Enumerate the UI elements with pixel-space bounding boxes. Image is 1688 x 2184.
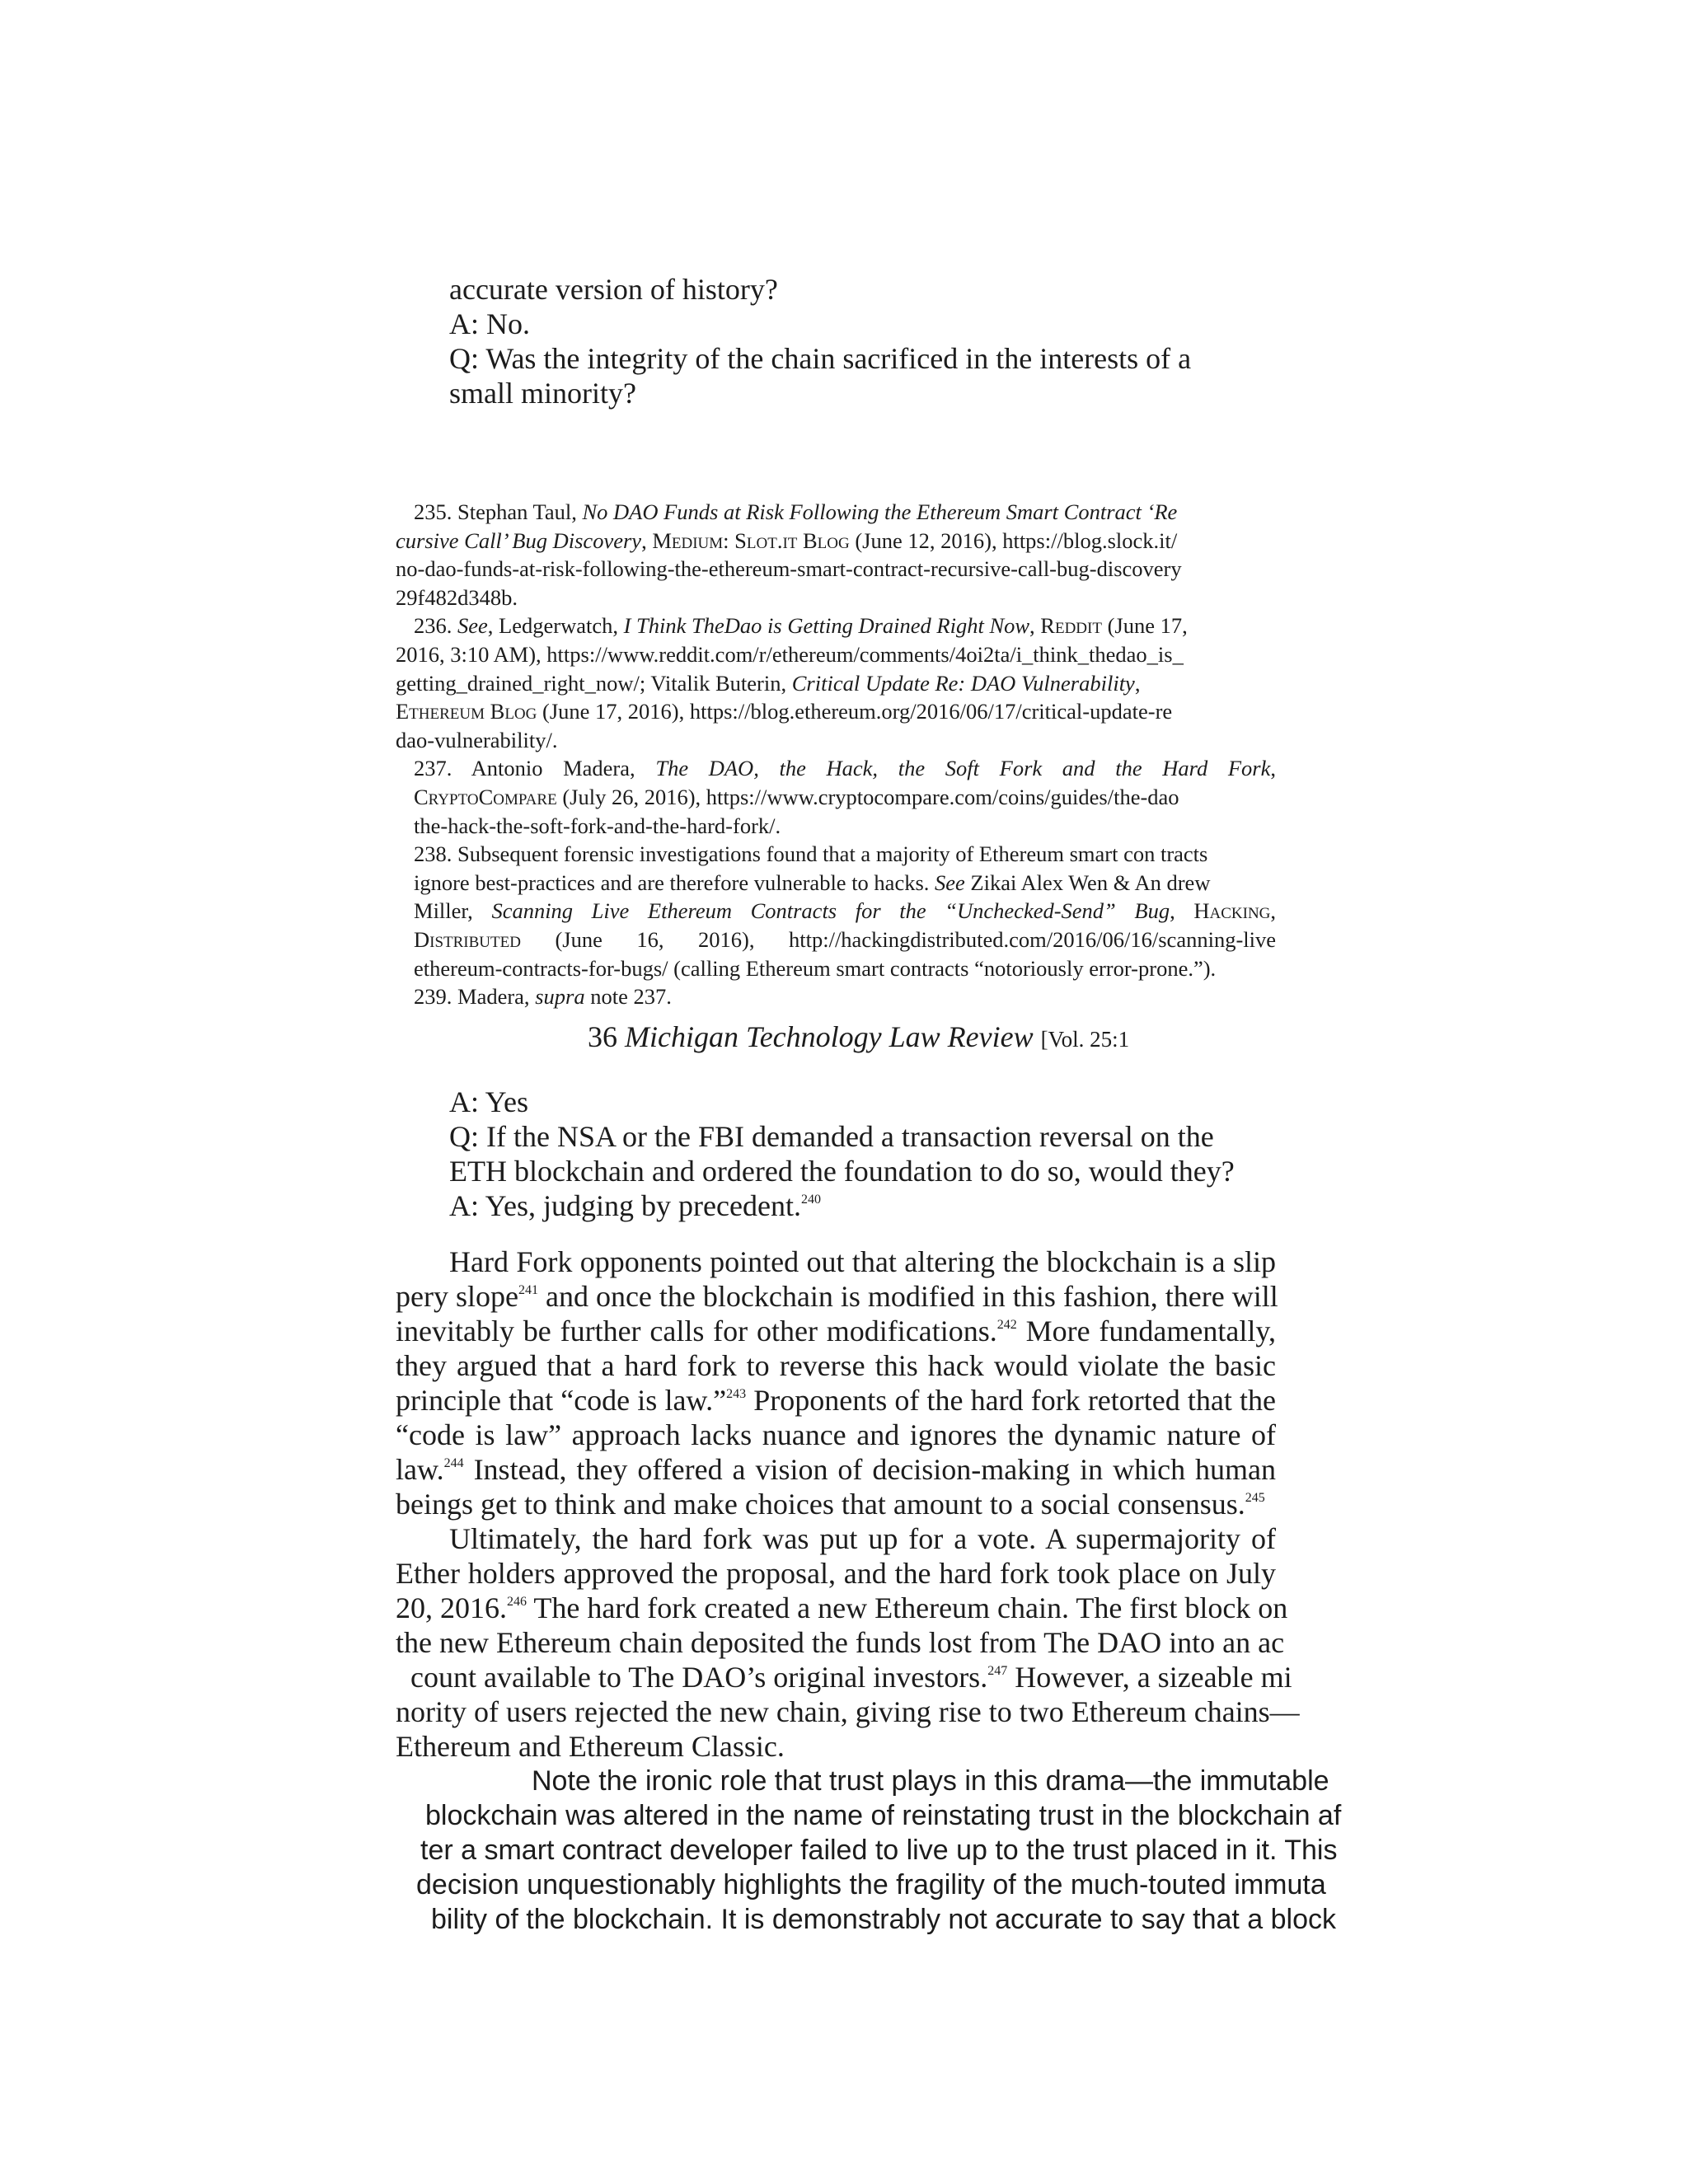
footnote-ref: 240 <box>800 1193 821 1207</box>
text-line: decision unquestionably highlights the fragility of the much-touted immuta <box>416 1869 1326 1900</box>
footnote-ref: 242 <box>996 1318 1017 1332</box>
qa-line: ETH blockchain and ordered the foundation to do so, would they? <box>449 1155 1235 1188</box>
text-line: Note the ironic role that trust plays in this drama—the immutable <box>532 1765 1329 1797</box>
footnote-ref: 244 <box>443 1456 464 1470</box>
footnote-ref: 247 <box>987 1664 1008 1678</box>
footnote-235: 235. Stephan Taul, No DAO Funds at Risk Following the Ethereum Smart Contract ‘Re cursive Call’ Bug Discovery, Medium: Slot.it Blog (June 12, 2016), https://blog.slock.it/ no-dao-funds-at-risk-following-the-ethereum-smart-contract-recursive-call-bug-discovery 29f482d348b. <box>396 499 1182 610</box>
footnote-ref: 241 <box>518 1283 538 1297</box>
qa-line: small minority? <box>449 377 636 410</box>
running-head <box>588 1019 1129 1057</box>
footnotes <box>396 498 1276 1011</box>
footnote-236: 236. See, Ledgerwatch, I Think TheDao is Getting Drained Right Now, Reddit (June 17, 2016, 3:10 AM), https://www.reddit.com/r/ethereum/comments/4oi2ta/i_think_thedao_is_ getting_drained_right_now/; Vitalik Buterin, Critical Update Re: DAO Vulnerability, Ethereum Blog (June 17, 2016), https://blog.ethereum.org/2016/06/17/critical-update-re dao-vulnerability/. <box>396 613 1188 752</box>
qa-line: Q: If the NSA or the FBI demanded a transaction reversal on the <box>449 1120 1214 1153</box>
footnote-239: 239. Madera, supra note 237. <box>414 984 672 1010</box>
qa-line: Q: Was the integrity of the chain sacrificed in the interests of a <box>449 342 1192 375</box>
qa-line: A: Yes <box>449 1085 529 1118</box>
text-line: blockchain was altered in the name of reinstating trust in the blockchain af <box>425 1800 1342 1831</box>
qa-line: A: No. <box>449 307 530 340</box>
volume-label: [Vol. 25:1 <box>1040 1027 1130 1052</box>
footnote-ref: 246 <box>507 1595 527 1609</box>
footnote-238: 238. Subsequent forensic investigations found that a majority of Ethereum smart con tracts ignore best-practices and are therefore vulnerable to hacks. See Zikai Alex Wen & An drew Miller, Scanning Live Ethereum Contracts for the “Unchecked-Send” Bug, Hacking, Distributed (June 16, 2016), http://hackingdistributed.com/2016/06/16/scanning-live ethereum-contracts-for-bugs/ (calling Ethereum smart contracts “notoriously error-prone.”). <box>414 841 1277 981</box>
journal-title: Michigan Technology Law Review <box>625 1020 1034 1053</box>
footnote-ref: 243 <box>726 1387 747 1401</box>
footnote-ref: 245 <box>1245 1491 1265 1505</box>
qa-line: A: Yes, judging by precedent.$^{240}$ <box>449 1189 821 1222</box>
paragraph-1: Hard Fork opponents pointed out that altering the blockchain is a slip pery slope$^{241}$ and once the blockchain is modified in this fashion, there will inevitably be further calls for other modifications.$^{242}$ More fundamentally, they argued that a hard fork to reverse this hack would violate the basic principle that “code is law.”$^{243}$ Proponents of the hard fork retorted that the “code is law” approach lacks nuance and ignores the dynamic nature of law.$^{244}$ Instead, they offered a vision of decision-making in which human beings get to think and make choices that amount to a social consensus.$^{245}$ <box>396 1245 1278 1521</box>
qa-line: accurate version of history? <box>449 273 778 306</box>
text-line: ter a smart contract developer failed to live up to the trust placed in it. This <box>420 1835 1338 1866</box>
footnote-237: 237. Antonio Madera, The DAO, the Hack, the Soft Fork and the Hard Fork, CryptoCompare (July 26, 2016), https://www.cryptocompare.com/coins/guides/the-dao the-hack-the-soft-fork-and-the-hard-fork/. <box>414 756 1277 838</box>
page-number: 36 <box>588 1020 617 1053</box>
text-line: bility of the blockchain. It is demonstrably not accurate to say that a block <box>431 1904 1337 1935</box>
paragraph-2: Ultimately, the hard fork was put up for a vote. A supermajority of Ether holders approved the proposal, and the hard fork took place on July 20, 2016.$^{246}$ The hard fork created a new Ethereum chain. The first block on the new Ethereum chain deposited the funds lost from The DAO into an ac count available to The DAO’s original investors.$^{247}$ However, a sizeable mi nority of users rejected the new chain, giving rise to two Ethereum chains— Ethereum and Ethereum Classic. <box>396 1522 1300 1763</box>
